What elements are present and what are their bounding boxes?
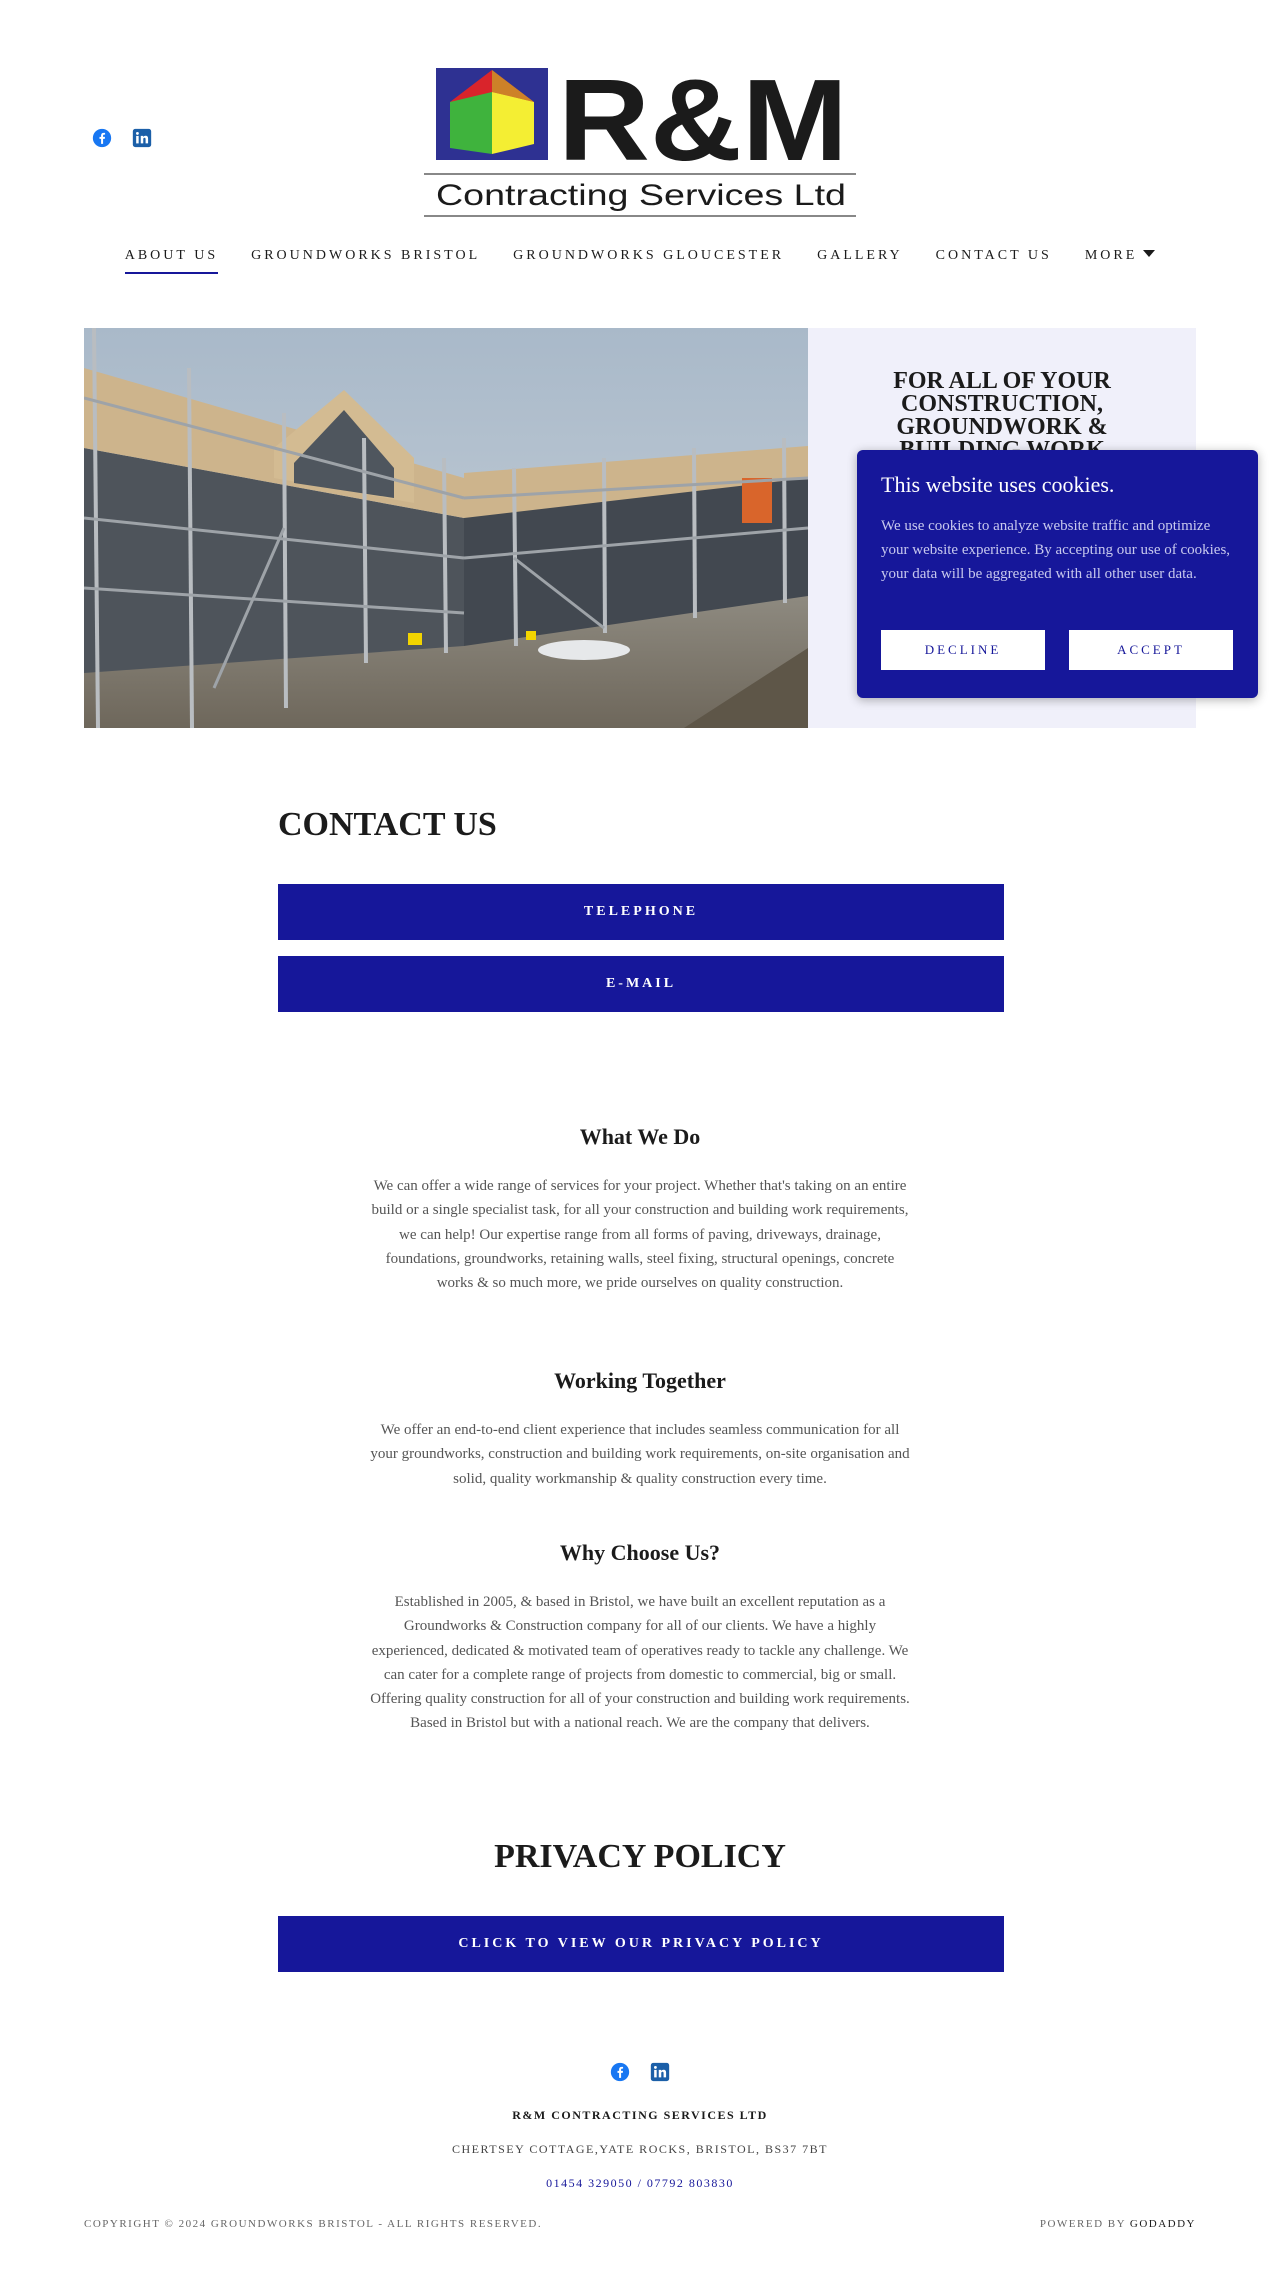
powered-by-prefix: POWERED BY [1039,2218,1130,2230]
footer-linkedin-link[interactable] [650,2062,670,2082]
section-title: What We Do [579,1124,701,1149]
hero-heading: FOR ALL OF YOUR CONSTRUCTION, GROUNDWORK & [893,368,1111,440]
section-working-together [370,1368,910,1491]
nav-gallery[interactable]: GALLERY [817,248,903,263]
telephone-button[interactable]: TELEPHONE [278,884,1004,940]
footer-powered-by [1040,2218,1196,2230]
footer-social [610,2062,670,2082]
section-text: We offer an end-to-end client experience that includes seamless communication for all your groundworks, construction and building work requirements, on-site organisation and solid, quality workmanship & quality construction every time. [370,1422,910,1487]
nav-more-label: MORE [1084,248,1138,263]
accept-button[interactable]: ACCEPT [1069,630,1233,670]
section-title: Why Choose Us? [559,1540,721,1565]
facebook-link[interactable] [92,128,112,148]
nav-contact-us[interactable]: CONTACT US [935,248,1052,263]
godaddy-link[interactable]: GODADDY [1129,2218,1196,2230]
cookie-title: This website uses cookies. [881,472,1115,497]
nav-groundworks-bristol[interactable]: GROUNDWORKS BRISTOL [251,248,481,263]
section-why-choose-us [370,1540,910,1736]
nav-groundworks-gloucester[interactable]: GROUNDWORKS GLOUCESTER [513,248,785,263]
facebook-icon [92,128,112,148]
cookie-banner [857,450,1258,698]
linkedin-icon [650,2062,670,2082]
footer-phones[interactable]: 01454 329050 / 07792 803830 [546,2176,734,2190]
section-title: Working Together [554,1368,726,1393]
footer-address: CHERTSEY COTTAGE,YATE ROCKS, BRISTOL, BS37 7BT [451,2142,828,2156]
facebook-icon [610,2062,630,2082]
linkedin-icon [132,128,152,148]
caret-down-icon [1143,250,1155,257]
section-text: Established in 2005, & based in Bristol, we have built an excellent reputation as a Groundworks & Construction company for all of our clients. We have a highly experienced, dedicated & motivated team of operatives ready to tackle any challenge. We can cater for a complete range of projects from domestic to commercial, big or small. Offering quality construction for all of your construction and building work requirements. Based in Bristol but with a national reach. We are the company that delivers. [370,1594,910,1732]
contact-heading: CONTACT US [278,806,497,843]
privacy-policy-button[interactable]: CLICK TO VIEW OUR PRIVACY POLICY [278,1916,1004,1972]
company-logo[interactable] [420,62,860,222]
email-button[interactable]: E-MAIL [278,956,1004,1012]
footer-company: R&M CONTRACTING SERVICES LTD [512,2108,768,2122]
main-nav [0,248,1280,274]
cookie-buttons [881,630,1233,670]
hero-construction-photo [84,328,808,728]
linkedin-link[interactable] [132,128,152,148]
decline-button[interactable]: DECLINE [881,630,1045,670]
logo-sub-text: Contracting Services Ltd [436,179,846,212]
logo-main-text: R&M [558,62,848,185]
section-text: We can offer a wide range of services for your project. Whether that's taking on an entire build or a single specialist task, for all your construction and building work requirements, we can help! Our expertise range from all forms of paving, driveways, drainage, foundations, groundworks, retaining walls, steel fixing, structural openings, concrete works & so much more, we pride ourselves on quality construction. [371,1178,909,1292]
header-social [92,128,152,148]
nav-more[interactable] [1085,248,1155,274]
footer-facebook-link[interactable] [610,2062,630,2082]
nav-about-us[interactable]: ABOUT US [125,248,218,274]
cookie-text: We use cookies to analyze website traffic and optimize your website experience. By accepting our use of cookies, your data will be aggregated with all other user data. [881,518,1231,582]
section-what-we-do [370,1124,910,1295]
footer-copyright: COPYRIGHT © 2024 GROUNDWORKS BRISTOL - ALL RIGHTS RESERVED. [84,2218,543,2230]
privacy-heading: PRIVACY POLICY [494,1838,786,1875]
